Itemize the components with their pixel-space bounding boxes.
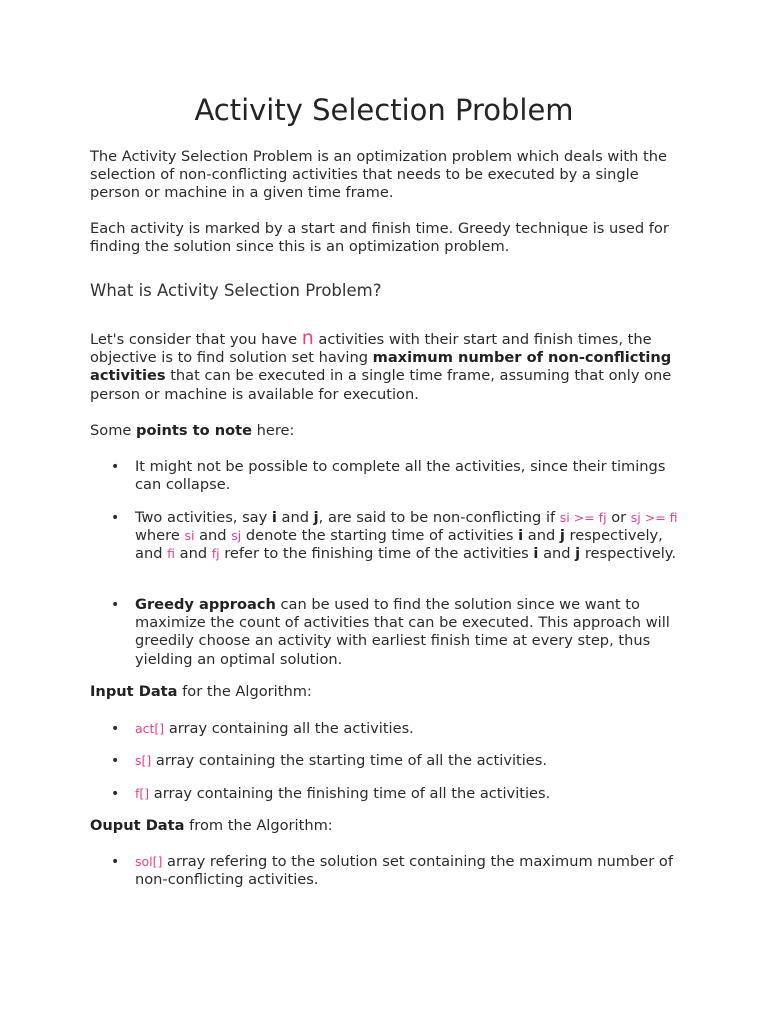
inline-code: fj <box>211 546 220 562</box>
text-span: It might not be possible to complete all the activities, since their timings can collapse. <box>135 458 666 494</box>
bold-text: j <box>559 527 565 545</box>
inline-code: sol[] <box>135 854 163 869</box>
bold-text: i <box>533 545 539 563</box>
inline-code: f[] <box>135 786 150 801</box>
inline-code: s[] <box>135 753 152 768</box>
text-span: denote the starting time of activities <box>241 527 519 545</box>
page-title: Activity Selection Problem <box>194 93 574 127</box>
list-item <box>111 853 680 889</box>
section-heading: What is Activity Selection Problem? <box>90 281 382 300</box>
consider-paragraph <box>90 329 680 404</box>
inline-code: act[] <box>135 721 165 736</box>
text-span: Some <box>90 422 137 439</box>
text-span: , are said to be non-conflicting if <box>318 509 560 526</box>
list-item <box>111 509 680 564</box>
text-span: respectively, and <box>135 527 663 563</box>
input-heading <box>90 683 680 701</box>
text-span: array containing the starting time of all the activities. <box>151 752 548 769</box>
inline-code: si <box>184 528 195 544</box>
text-span: and <box>523 527 560 545</box>
text-span: here: <box>252 422 295 439</box>
bullet: • <box>111 510 120 526</box>
text-span: for the Algorithm: <box>177 683 312 700</box>
text-span: that can be executed in a single time frame, assuming that only one person or machine is available for execution. <box>90 367 672 403</box>
bold-text: maximum number of non-conflicting activities <box>90 349 672 385</box>
list-item <box>111 785 680 803</box>
list-item <box>111 458 680 494</box>
bullet: • <box>111 721 120 737</box>
bold-text: Input Data <box>90 683 178 700</box>
list-item <box>111 596 680 669</box>
points-paragraph <box>90 422 680 440</box>
bullet: • <box>111 753 120 769</box>
text-span: or <box>606 509 631 526</box>
intro-paragraph-1: The Activity Selection Problem is an optimization problem which deals with the selection of non-conflicting activities that needs to be executed by a single person or machine in a given time frame. <box>90 148 667 202</box>
text-span: from the Algorithm: <box>184 817 333 834</box>
inline-code: si >= fj <box>559 510 607 525</box>
text-span: Let's consider that you have <box>90 331 302 348</box>
bullet: • <box>111 597 120 613</box>
bullet: • <box>111 854 120 870</box>
text-span: refer to the finishing time of the activities <box>219 545 534 563</box>
text-span: array containing the finishing time of all the activities. <box>149 785 551 802</box>
text-span: respectively. <box>580 545 676 563</box>
text-span: activities with their start and finish times, the objective is to find solution set having <box>90 331 652 367</box>
text-span: where <box>135 527 185 545</box>
bullet: • <box>111 459 120 475</box>
text-span: and <box>174 545 212 563</box>
bold-text: Ouput Data <box>90 817 185 834</box>
bullet: • <box>111 786 120 802</box>
list-item <box>111 720 680 738</box>
bold-text: points to note <box>136 422 253 439</box>
inline-code: fi <box>167 546 175 562</box>
text-span: array refering to the solution set containing the maximum number of non-conflicting activities. <box>135 853 673 889</box>
bold-text: j <box>313 509 319 526</box>
output-heading <box>90 817 680 835</box>
text-span: and <box>194 527 232 545</box>
inline-code: sj <box>231 528 242 544</box>
bold-text: Greedy approach <box>135 596 276 613</box>
text-span: Two activities, say <box>135 509 272 526</box>
intro-paragraph-2: Each activity is marked by a start and finish time. Greedy technique is used for finding the solution since this is an optimization problem. <box>90 220 669 256</box>
text-span: and <box>276 509 314 526</box>
list-item <box>111 752 680 770</box>
text-span: can be used to find the solution since we want to maximize the count of activities that can be executed. This approach will greedily choose an activity with earliest finish time at every step, thus yielding an optimal solution. <box>135 596 670 668</box>
bold-text: j <box>575 545 581 563</box>
bold-text: i <box>518 527 524 545</box>
text-span: array containing all the activities. <box>164 720 414 737</box>
n-variable: n <box>301 327 314 349</box>
bold-text: i <box>271 509 277 526</box>
inline-code: sj >= fi <box>630 510 678 525</box>
text-span: and <box>538 545 576 563</box>
